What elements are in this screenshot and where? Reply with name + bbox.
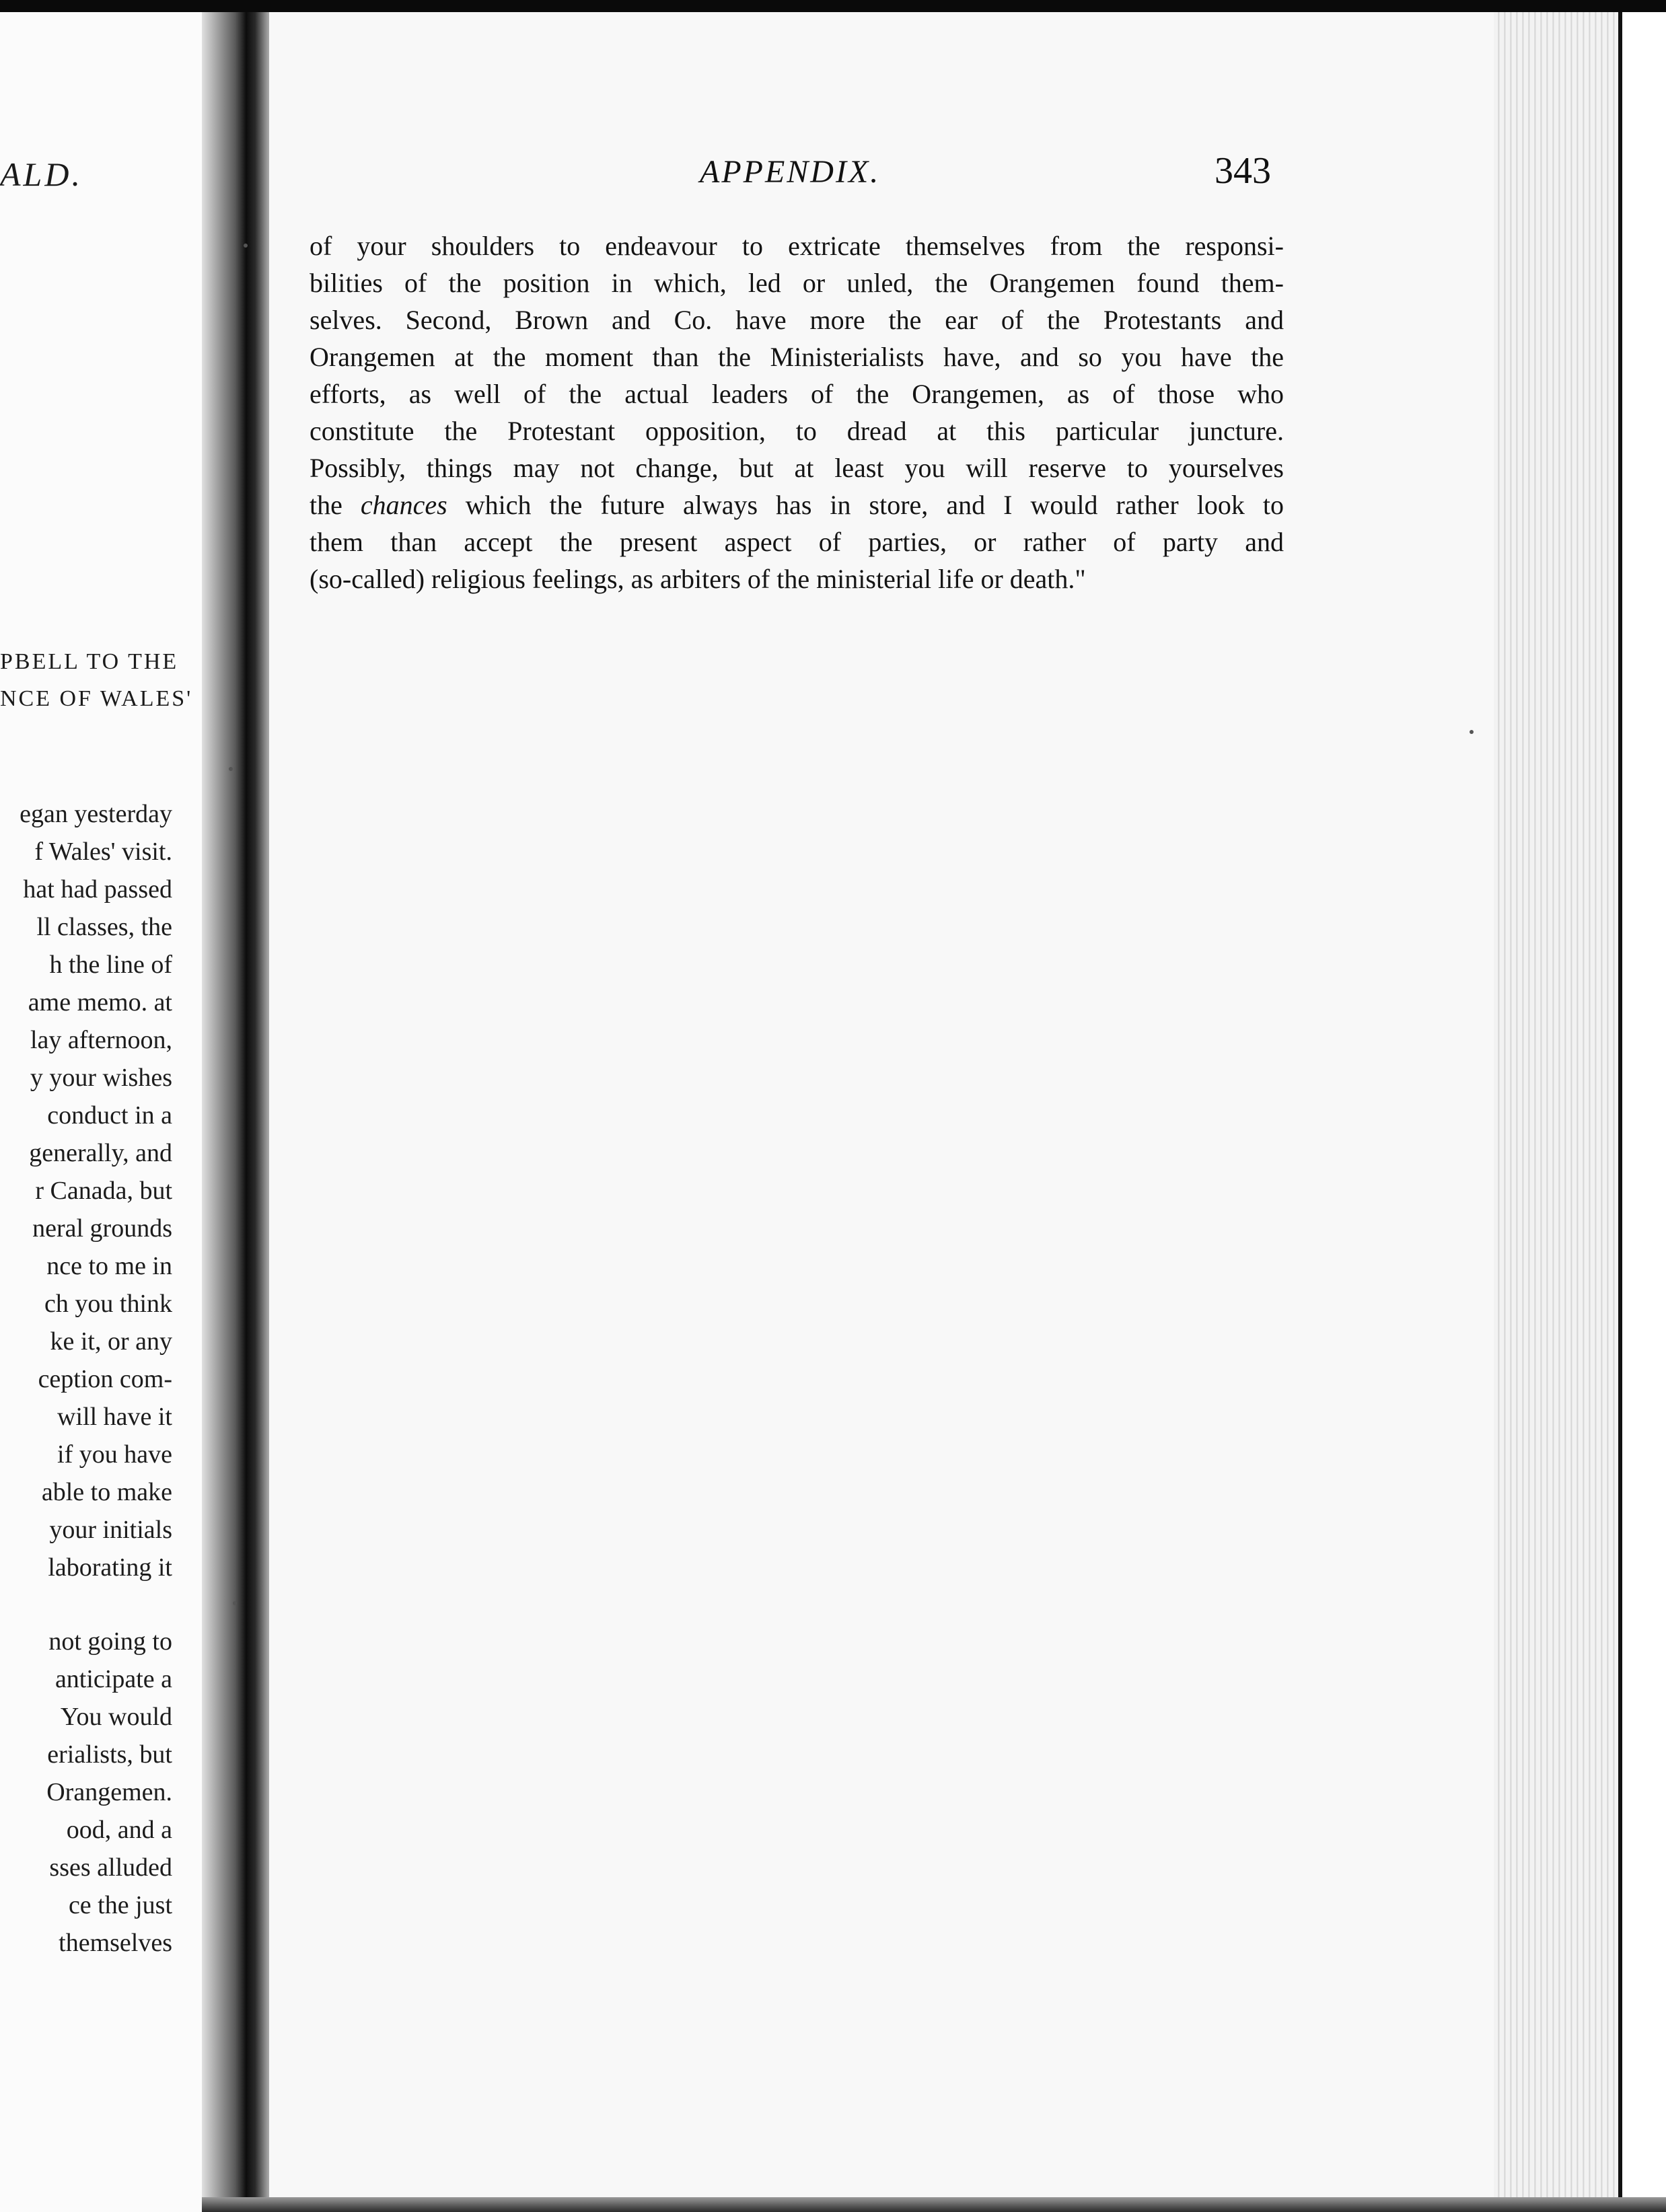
text-line: Orangemen at the moment than the Ministerialists have, and so you have the bbox=[310, 342, 1284, 372]
scan-speck bbox=[233, 1601, 237, 1605]
left-text-line: f Wales' visit. bbox=[34, 838, 172, 866]
left-text-line: r Canada, but bbox=[35, 1177, 172, 1205]
text-line: constitute the Protestant opposition, to dread at this particular juncture. bbox=[310, 416, 1284, 446]
scan-speck bbox=[229, 767, 233, 771]
scan-border-top bbox=[0, 0, 1666, 12]
left-text-line: ce the just bbox=[68, 1891, 172, 1919]
left-text-line: ception com- bbox=[38, 1365, 172, 1393]
text-fragment: the bbox=[310, 490, 361, 520]
left-text-line: ood, and a bbox=[66, 1816, 172, 1844]
running-head: APPENDIX. bbox=[700, 154, 881, 190]
left-text-line: able to make bbox=[41, 1478, 172, 1506]
text-line: Possibly, things may not change, but at least you will reserve to yourselves bbox=[310, 453, 1284, 483]
text-line bbox=[310, 486, 1284, 523]
left-text-line: h the line of bbox=[49, 951, 172, 979]
text-line: them than accept the present aspect of parties, or rather of party and bbox=[310, 527, 1284, 557]
left-text-line: ch you think bbox=[44, 1290, 172, 1318]
left-text-line: sses alluded bbox=[49, 1853, 172, 1882]
text-line: of your shoulders to endeavour to extricate themselves from the responsi- bbox=[310, 231, 1284, 261]
text-fragment: which the future always has in store, and I would rather look to bbox=[447, 490, 1284, 520]
left-text-line: generally, and bbox=[29, 1139, 172, 1167]
text-line: (so-called) religious feelings, as arbiters of the ministerial life or death." bbox=[310, 564, 1086, 594]
left-text-line: ll classes, the bbox=[36, 913, 172, 941]
left-text-line: conduct in a bbox=[47, 1101, 172, 1130]
left-text-line: lay afternoon, bbox=[30, 1026, 172, 1054]
left-text-line: your initials bbox=[49, 1516, 172, 1544]
page-number: 343 bbox=[1215, 150, 1271, 192]
left-text-line: hat had passed bbox=[23, 875, 172, 904]
left-subheading-line: PBELL TO THE bbox=[0, 649, 179, 674]
left-text-line: egan yesterday bbox=[20, 800, 172, 828]
left-text-line: Orangemen. bbox=[46, 1778, 172, 1806]
left-text-line: You would bbox=[60, 1703, 172, 1731]
left-text-line: anticipate a bbox=[55, 1665, 172, 1693]
left-text-line: ke it, or any bbox=[50, 1327, 172, 1356]
scan-border-right bbox=[1618, 12, 1666, 2212]
left-text-line: will have it bbox=[57, 1403, 172, 1431]
body-paragraph bbox=[310, 227, 1284, 597]
scan-speck bbox=[244, 244, 248, 248]
text-line: efforts, as well of the actual leaders of the Orangemen, as of those who bbox=[310, 379, 1284, 409]
scan-speck bbox=[1470, 730, 1474, 734]
text-line: bilities of the position in which, led or unled, the Orangemen found them- bbox=[310, 268, 1284, 298]
left-text-line: not going to bbox=[48, 1627, 172, 1656]
left-text-line: nce to me in bbox=[46, 1252, 172, 1280]
left-running-head: ALD. bbox=[0, 155, 83, 193]
left-text-line: erialists, but bbox=[47, 1740, 172, 1769]
left-text-line: if you have bbox=[57, 1440, 172, 1469]
left-text-line: laborating it bbox=[48, 1553, 172, 1582]
left-text-line: themselves bbox=[59, 1929, 172, 1957]
left-text-line: neral grounds bbox=[32, 1214, 172, 1243]
text-line: selves. Second, Brown and Co. have more the ear of the Protestants and bbox=[310, 305, 1284, 335]
book-gutter bbox=[202, 12, 276, 2212]
left-subheading-line: NCE OF WALES' bbox=[0, 686, 193, 711]
left-text-line: y your wishes bbox=[30, 1064, 172, 1092]
scan-border-bottom bbox=[202, 2197, 1666, 2212]
page-edges bbox=[1494, 12, 1635, 2205]
italic-word: chances bbox=[360, 490, 447, 520]
left-text-line: ame memo. at bbox=[28, 988, 172, 1017]
